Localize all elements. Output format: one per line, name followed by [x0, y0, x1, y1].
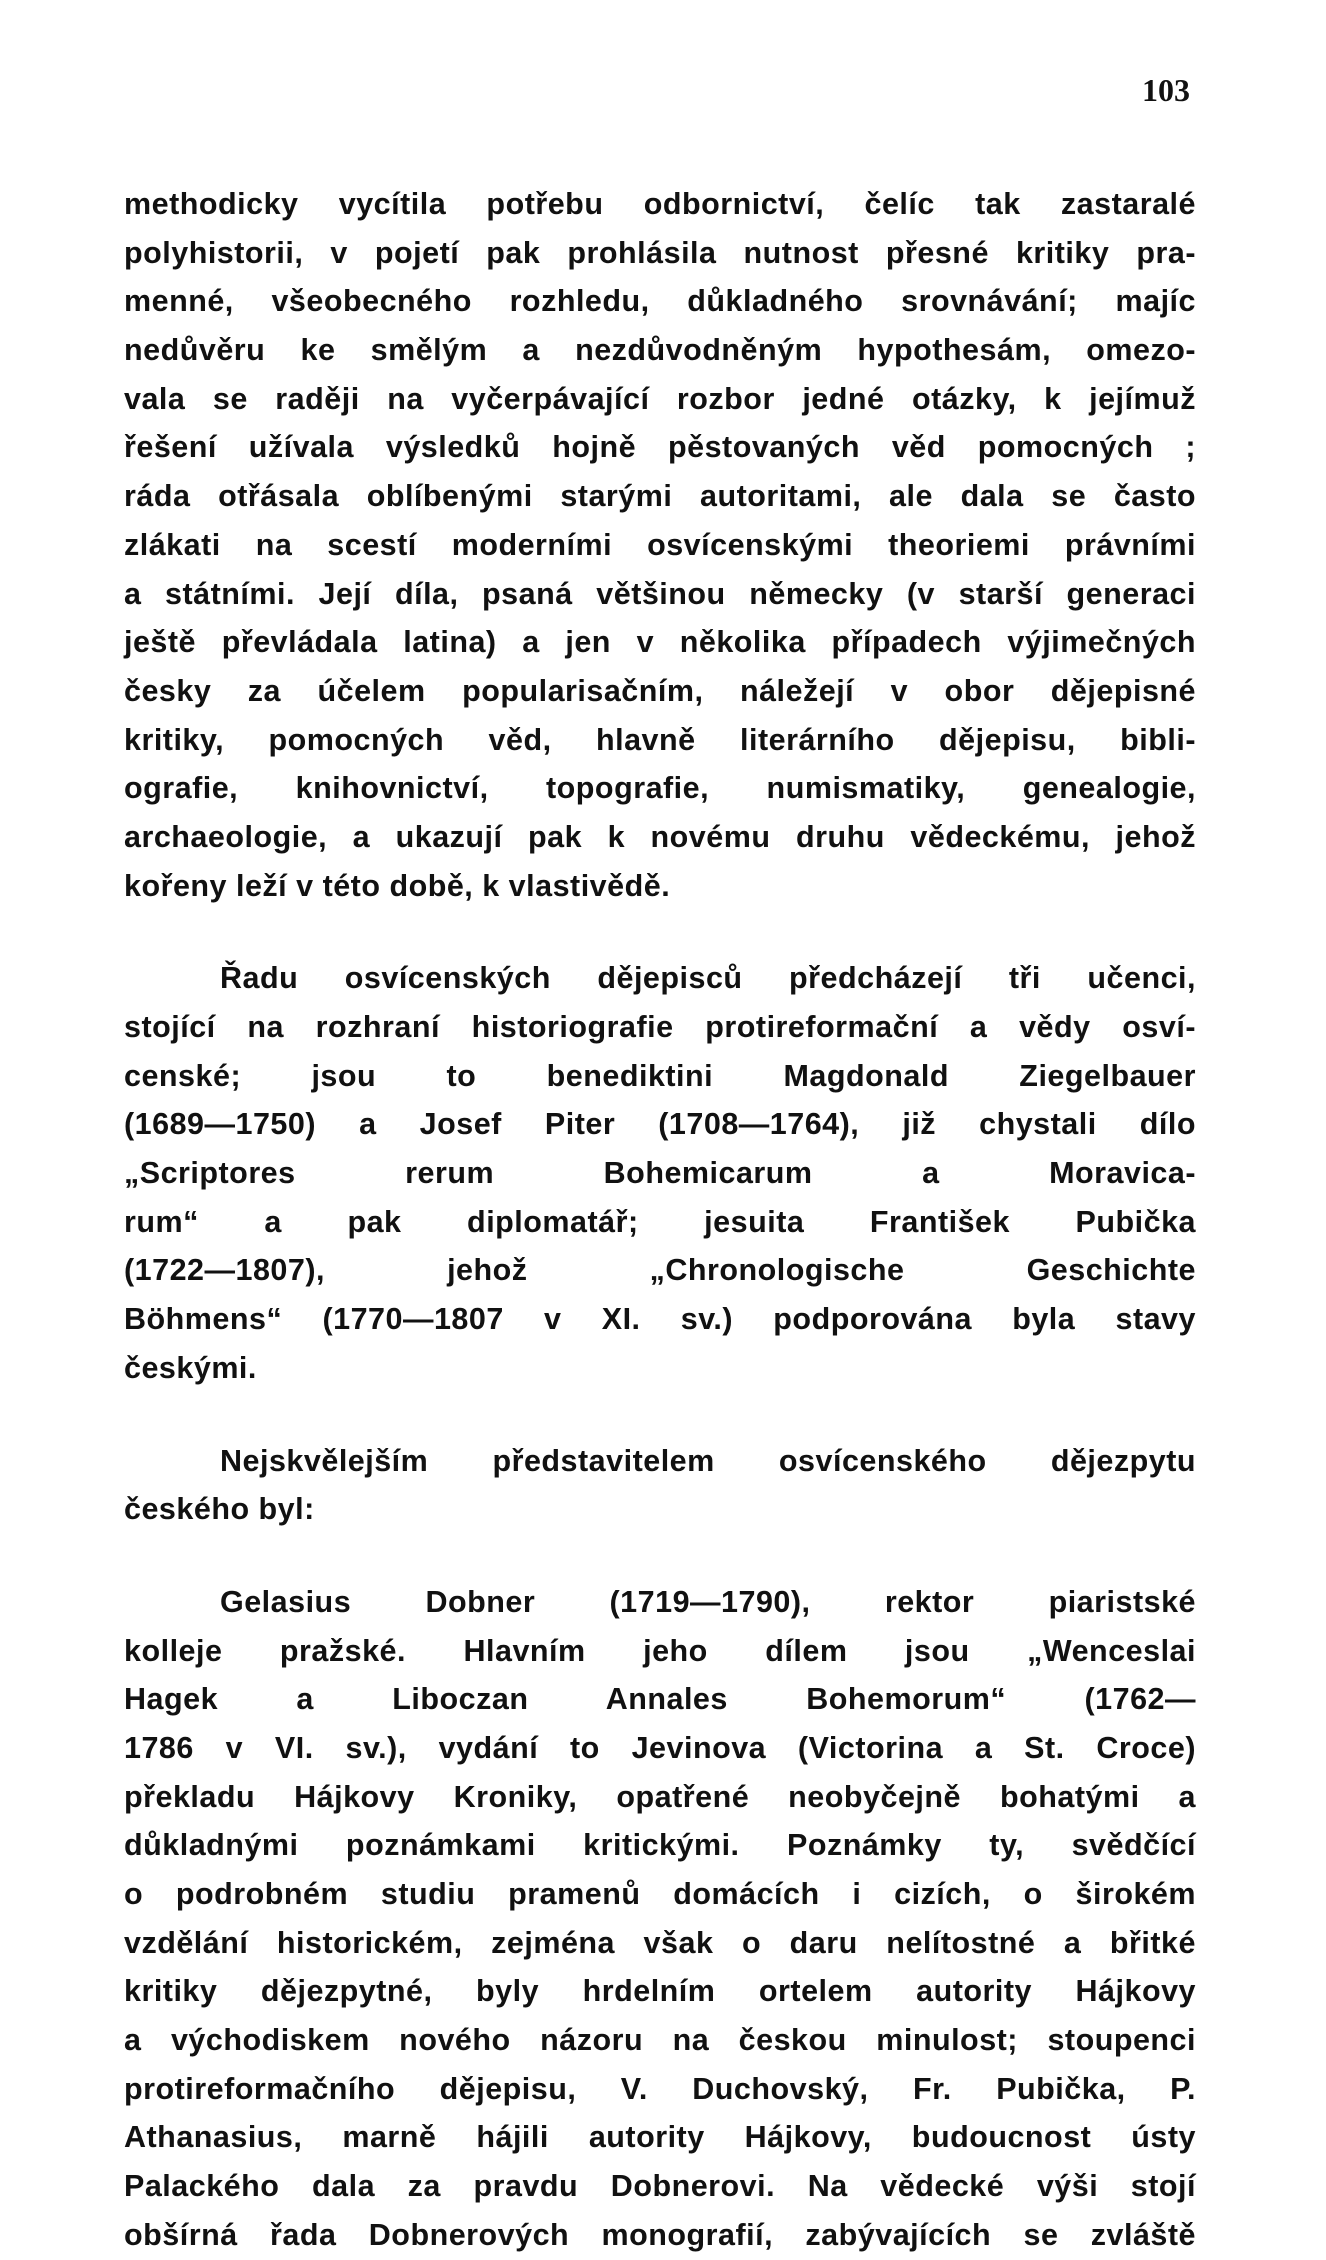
text-line: kořeny leží v této době, k vlastivědě.: [124, 868, 671, 903]
text-line: ografie, knihovnictví, topografie, numismatiky, genealogie,: [124, 771, 1196, 806]
text-line: Athanasius, marně hájili autority Hájkovy, budoucnost ústy: [124, 2120, 1196, 2155]
body-text: [124, 180, 1196, 2260]
text-line: českého byl:: [124, 1492, 315, 1527]
paragraph: [124, 1578, 1196, 2260]
text-line: polyhistorii, v pojetí pak prohlásila nutnost přesné kritiky pra-: [124, 235, 1196, 270]
text-line: rum“ a pak diplomatář; jesuita František Pubička: [124, 1204, 1196, 1239]
text-line: a státními. Její díla, psaná většinou německy (v starší generaci: [124, 576, 1196, 611]
text-line: česky za účelem popularisačním, náležejí v obor dějepisné: [124, 673, 1196, 708]
text-line: nedůvěru ke smělým a nezdůvodněným hypothesám, omezo-: [124, 333, 1196, 368]
text-line: řešení užívala výsledků hojně pěstovaných věd pomocných ;: [124, 430, 1196, 465]
text-line: Řadu osvícenských dějepisců předcházejí tři učenci,: [220, 961, 1196, 996]
text-line: kritiky dějezpytné, byly hrdelním ortelem autority Hájkovy: [124, 1974, 1196, 2009]
text-line: důkladnými poznámkami kritickými. Poznámky ty, svědčící: [124, 1828, 1196, 1863]
text-line: 1786 v VI. sv.), vydání to Jevinova (Victorina a St. Croce): [124, 1730, 1196, 1765]
text-line: vzdělání historickém, zejména však o daru nelítostné a břitké: [124, 1925, 1196, 1960]
text-line: ráda otřásala oblíbenými starými autoritami, ale dala se často: [124, 479, 1196, 514]
text-line: menné, všeobecného rozhledu, důkladného srovnávání; majíc: [124, 284, 1196, 319]
text-line: překladu Hájkovy Kroniky, opatřené neobyčejně bohatými a: [124, 1779, 1196, 1814]
paragraph: [124, 1437, 1196, 1534]
text-line: kritiky, pomocných věd, hlavně literárního dějepisu, bibli-: [124, 722, 1196, 757]
text-line: Palackého dala za pravdu Dobnerovi. Na vědecké výši stojí: [124, 2169, 1196, 2204]
text-line: kolleje pražské. Hlavním jeho dílem jsou „Wenceslai: [124, 1633, 1196, 1668]
text-line: Böhmens“ (1770—1807 v XI. sv.) podporována byla stavy: [124, 1302, 1196, 1337]
page-number: 103: [1142, 72, 1190, 108]
text-line: censké; jsou to benediktini Magdonald Ziegelbauer: [124, 1058, 1196, 1093]
paragraph: [124, 180, 1196, 910]
text-line: českými.: [124, 1350, 257, 1385]
text-line: o podrobném studiu pramenů domácích i cizích, o širokém: [124, 1877, 1196, 1911]
paragraph: [124, 954, 1196, 1392]
text-line: Gelasius Dobner (1719—1790), rektor piaristské: [220, 1584, 1196, 1619]
text-line: obšírná řada Dobnerových monografií, zabývajících se zvláště: [124, 2217, 1196, 2252]
text-line: stojící na rozhraní historiografie protireformační a vědy osví-: [124, 1010, 1196, 1044]
text-line: a východiskem nového názoru na českou minulost; stoupenci: [124, 2023, 1196, 2058]
text-line: Nejskvělejším představitelem osvícenského dějezpytu: [220, 1443, 1196, 1478]
text-line: „Scriptores rerum Bohemicarum a Moravica-: [124, 1156, 1196, 1191]
text-line: methodicky vycítila potřebu odbornictví, čelíc tak zastaralé: [124, 187, 1196, 221]
text-line: protireformačního dějepisu, V. Duchovský, Fr. Pubička, P.: [124, 2071, 1196, 2106]
text-line: zlákati na scestí moderními osvícenskými theoriemi právními: [124, 527, 1196, 562]
text-line: Hagek a Liboczan Annales Bohemorum“ (1762—: [124, 1682, 1196, 1717]
text-line: (1722—1807), jehož „Chronologische Geschichte: [124, 1253, 1196, 1288]
text-line: archaeologie, a ukazují pak k novému druhu vědeckému, jehož: [124, 819, 1196, 854]
text-line: ještě převládala latina) a jen v několika případech výjimečných: [124, 625, 1196, 660]
text-line: vala se raději na vyčerpávající rozbor jedné otázky, k jejímuž: [124, 381, 1196, 416]
text-line: (1689—1750) a Josef Piter (1708—1764), již chystali dílo: [124, 1107, 1196, 1142]
